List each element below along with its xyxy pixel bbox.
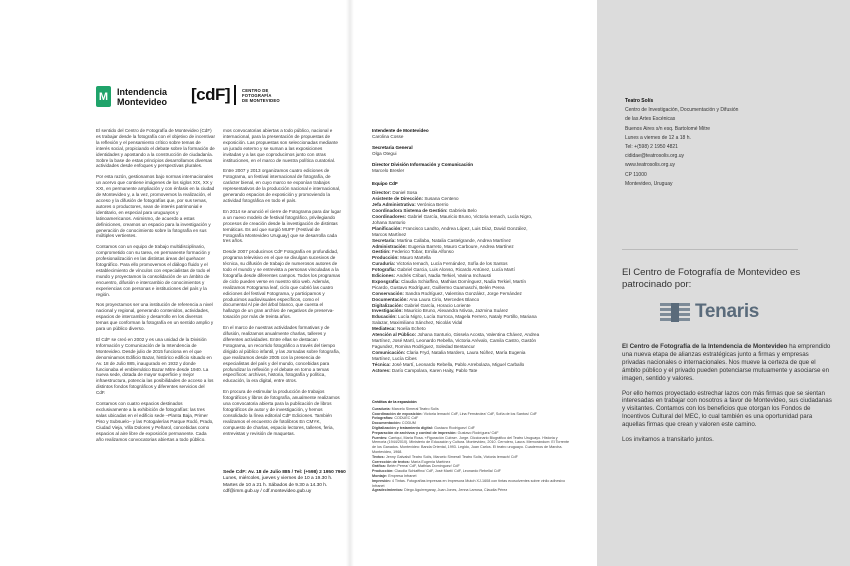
- sponsor-paragraph-3: Los invitamos a transitarlo juntos.: [622, 436, 714, 444]
- team-row-label: Coordinadora Sistema de Gestión:: [372, 208, 449, 214]
- body-column-1: [96, 128, 215, 447]
- sponsor-paragraph-1-bold: El Centro de Fotografía de la Intendencia de Montevideo: [622, 343, 788, 350]
- team-row-label: Administración:: [372, 243, 409, 249]
- team-row-value: Gabriela Belo: [448, 208, 477, 214]
- team-row-label: Atención al Público:: [372, 332, 418, 338]
- sponsor-paragraph-1: [622, 343, 832, 383]
- exhibition-credit-row-label: Impresión:: [372, 478, 392, 483]
- credit-label: Director División Información y Comunicación: [372, 161, 474, 167]
- team-row-label: Mediateca:: [372, 326, 398, 332]
- credit-label: Intendente de Montevideo: [372, 128, 429, 133]
- team-row-label: Ediciones:: [372, 273, 397, 279]
- team-row-label: Producción:: [372, 255, 401, 261]
- intendencia-logo-line1: Intendencia: [117, 86, 168, 97]
- paragraph: Contamos con cuatro espacios destinados exclusivamente a la exhibición de fotografías: las tres salas ubicadas en el edificio sede –Planta Baja, Primer Piso y Subsuelo– y las Fotogalerías Parque Rodó, Prado, Ciudad Vieja, Villa Dolores y Peñarol, concebidas como espacios al aire libre de exposición permanente. Cada año realizamos convocatorias abiertas a todo público.: [96, 401, 214, 442]
- exhibition-credit-row-label: Coordinación de exposición:: [372, 411, 424, 416]
- exhibition-credits: [372, 400, 572, 493]
- team-row-label: Exposgrafía:: [372, 278, 402, 284]
- paragraph: Entre 2007 y 2013 organizamos cuatro ediciones de Fotograma, un festival internacional de fotografía, de carácter bienal, en cuyo marco se exponían trabajos representativos de la producción nacional e internacional, generando espacios de exposición y promoviendo la actividad fotográfica en todo el país.: [223, 168, 341, 203]
- team-row-value: Gabriel García, Horacio Loriente: [404, 302, 471, 308]
- contact-hours-1: Lunes, miércoles, jueves y viernes de 10 a 19.30 h.: [223, 476, 333, 482]
- credit-name: Carolina Cosse: [372, 133, 404, 139]
- intendencia-mark-icon: M: [96, 86, 111, 107]
- cdf-logo-line3: DE MONTEVIDEO: [242, 97, 280, 103]
- team-row-label: Actores:: [372, 367, 392, 373]
- exhibition-credit-row: [372, 436, 572, 455]
- exhibition-credits-heading: Créditos de la exposición: [372, 400, 417, 404]
- exhibition-credit-row-value: CODUEC CdF: [394, 416, 419, 421]
- exhibition-credit-row-value: Empresa Infranet: [388, 473, 417, 478]
- team-row: [372, 214, 542, 226]
- teatro-line: Tel: +(598) 2 1950 4821: [625, 144, 678, 151]
- teatro-line: Lunes a viernes de 12 a 18 h.: [625, 134, 691, 141]
- exhibition-credit-row-value: Claudia Schiaffino/ CdF, José Martí/ CdF, Leonardo Rebella/ CdF: [394, 469, 501, 474]
- exhibition-credit-row-label: Digitalización y tratamiento digital:: [372, 425, 435, 430]
- team-row-value: Noelia Echeto: [397, 326, 426, 332]
- team-row: [372, 314, 542, 326]
- teatro-line: Montevideo, Uruguay: [625, 180, 673, 187]
- team-row: [372, 279, 542, 291]
- team-row: [372, 332, 542, 350]
- team-row-value: Gabriel García, Mauricio Bruno, Victoria Iemach, Lucía Nigro, Johana Santurio: [372, 213, 533, 225]
- paragraph: Nos proyectamos ser una institución de referencia a nivel nacional y regional, generando contenidos, actividades, espacios de intercambio y desarrollo en los diversos temas que conforman la fotografía en un sentido amplio y para un público diverso.: [96, 302, 214, 332]
- teatro-line: CP 11000: [625, 171, 647, 178]
- exhibition-credit-row-label: Agradecimientos:: [372, 488, 405, 493]
- team-row-label: Coordinadores:: [372, 213, 408, 219]
- team-row-label: Asistente de Dirección:: [372, 196, 425, 202]
- team-row-value: Federico Tobar, Emilia Alfonso: [391, 249, 454, 255]
- paragraph: El sentido del Centro de Fotografía de Montevideo (CdF) es trabajar desde la fotografía con el objetivo de incentivar la reflexión y el pensamiento crítico sobre temas de interés social, propiciando el debate sobre la formación de identidades y apostando a la construcción de ciudadanía. Sobre la base de estas principios desarrollamos diversas actividades desde enfoques y perspectivas plurales.: [96, 128, 216, 169]
- cdf-logo-divider: [234, 85, 236, 105]
- team-row-label: Jefa Administrativa:: [372, 202, 418, 208]
- paragraph: mos convocatorias abiertas a todo público, nacional e internacional, para la presentación de propuestas de exposición. Las propuestas son seleccionadas mediante un jurado externo y se suman a las exposiciones invitadas y a las que coproducimos junto con otras instituciones, en el marco de nuestra política curatorial.: [223, 128, 338, 163]
- paragraph: Desde 2007 producimos CdF Fotografía en profundidad, programa televisivo en el que se divulgan sucesivos de técnica, su difusión de trabajo de numerosos autores de todo el mundo y se entrevista a personas vinculadas a la fotografía desde diferentes campos. Todos los programas de ciclo pueden verse en nuestro sitio web. Además, realizamos Fotograma leaf, ciclo que cubrió las cuatro ediciones del festival Fotograma, y participamos y producimos audiovisuales específicos, como el documental Al pie del árbol blanco, que cuenta el hallazgo de un gran archivo de negativos de preserva-tosación por más de treinta años.: [223, 249, 341, 320]
- team-list: [372, 190, 542, 373]
- cdf-mark-icon: [cdF]: [191, 85, 231, 104]
- exhibition-credit-row-value: Gustavo Rodríguez/ CdF: [457, 430, 499, 435]
- team-row-label: Director:: [372, 190, 393, 196]
- exhibition-credit-row-label: Curaduría:: [372, 406, 392, 411]
- contact-email-web: cdf@imm.gub.uy / cdf.montevideo.gub.uy: [223, 489, 312, 495]
- exhibition-credit-row-label: Corrección de textos:: [372, 459, 411, 464]
- team-row-value: Eugenia Barreto, Mauro Carboure, Andrea Martínez: [408, 243, 514, 249]
- intendencia-logo-line2: Montevideo: [117, 96, 168, 107]
- credit-name: Olga Otegui: [372, 150, 397, 156]
- team-row-value: Lucía Nigro, Lucía Surroca, Magela Ferrero, Nataly Portillo, Mariana Salazar, Maximiliano Sánchez, Nicolás Vidal: [372, 314, 537, 326]
- team-row: [372, 350, 542, 362]
- team-row-label: Conservación:: [372, 290, 406, 296]
- tenaris-logo: [660, 301, 759, 323]
- paragraph: Contamos con un equipo de trabajo multidisciplinario, comprometido con su tarea, en permanente formación y profesionalización en las distintas áreas del quehacer fotográfico. Para ello promovemos el diálogo fluido y el establecimiento de vínculos con especialistas de todo el mundo y proyectamos la consolidación de un ámbito de encuentro, difusión e intercambio de conocimientos y experiencias con personas e instituciones del país y la región.: [96, 244, 211, 297]
- contact-address: Sede CdF: Av. 18 de Julio 885 / Tel: (+598) 2 1950 7960: [223, 470, 346, 475]
- exhibition-credit-row-label: Documentación:: [372, 421, 402, 426]
- exhibition-credit-row-value: Jenny Galvalsi/ Teatro Solís, Marcelo Simeral/ Teatro Solís, Victoria Iemach/ CdF: [385, 454, 518, 459]
- teatro-title: Teatro Solís: [625, 98, 654, 104]
- exhibition-credit-row-value: CODUM: [401, 421, 416, 426]
- body-column-2: [223, 128, 341, 442]
- sponsor-paragraph-1-rest: ha emprendido una nueva etapa de alianzas estratégicas junto a firmas y empresas privadas nacionales o internacionales. Nos mueve la certeza de que el ámbito público y el privado pueden potenciarse mutuamente y asociarse en imagen, sentido y valores.: [622, 343, 831, 382]
- tenaris-wordmark: Tenaris: [695, 301, 760, 322]
- team-row-value: Johana Santurio, Gissela Acosta, Valentina Chávez, Andrea Martínez, José Martí, Leonardo Rebella, Victoria Arévalo, Camila Castro, Gastón Fagundez, Romina Rodríguez, Soledad Bentancur: [372, 332, 540, 349]
- exhibition-credit-row-label: Producción:: [372, 469, 395, 474]
- team-row-value: Susana Centeno: [424, 196, 459, 202]
- tenaris-logo-icon: [660, 303, 690, 322]
- team-row-label: Educación:: [372, 314, 399, 320]
- paragraph: El CdF se creó en 2002 y es una unidad de la División Información y Comunicación de la Intendencia de Montevideo. Desde julio de 2015 funciona en el que denominamos Edificio Bazar, histórico edificio situado en Av. 18 de Julio 885, inaugurado en 1932 y donde funcionaba el emblemático Bazar Mitre desde 1940. La nueva sede, dotada de mayor superficie y mejor infraestructura, potencia las posibilidades de acceso a los distintos fondos fotográficos y diferentes servicios del CdF.: [96, 337, 214, 396]
- team-row-value: Claria Fryd, Natalia Mardero, Laura Núñez, María Eugenia Martínez, Lucía Cibes: [372, 349, 526, 361]
- team-row-value: Andrés Cribari, Nadia Terkiel, Vanina Inchausti: [396, 273, 492, 279]
- team-row-value: Gabriel Garcia, Luis Alonso, Ricardo Antúnez, Lucía Martí: [397, 267, 515, 273]
- exhibition-credit-row-label: Fuentes:: [372, 435, 389, 440]
- exhibition-credit-row-value: Belén Perea/ CdF, Mathias Domínguez/ CdF: [386, 464, 460, 469]
- sponsor-paragraph-2: Por ello hemos proyectado estrechar lazos con más firmas que se sientan interesadas en trabajar con nosotros a favor de Montevideo, sus ciudadanas y visitantes. Contamos con los beneficios que otorgan los Fondos de Incentivos Cultural del MEC, lo cual también es una oportunidad para aquellas firmas que crean y valoren este camino.: [622, 389, 832, 429]
- contact-hours-2: Martes de 10 a 21 h. Sábados de 9.30 a 14.30 h.: [223, 482, 328, 488]
- paragraph: En el marco de nuestras actividades formativas y de difusión, realizamos anualmente charlas, talleres y diferentes actividades. Entre ellas se destacan Fotograma, un recorrido fotográfico a través del tiempo dirigido al público infantil, y las Jornadas sobre fotografía, que realizamos desde 2005 con la presencia de especialistas del país y del mundo, concebidas para profundizar la reflexión y el debate en torno a temas específicos: archivos, historia, fotografía y política, educación, la era digital, entre otros.: [223, 325, 340, 384]
- team-row: [372, 368, 542, 374]
- sponsor-text: [622, 343, 832, 451]
- cdf-logo-line1: CENTRO DE: [242, 87, 269, 93]
- credit-name: Marcelo Bresler: [372, 167, 405, 173]
- team-row-value: Mauro Martella: [400, 255, 431, 261]
- exhibition-credit-row-label: Textos:: [372, 454, 386, 459]
- team-row-value: Daniel Sosa: [392, 190, 418, 196]
- exhibition-credit-row-label: Fotografías:: [372, 416, 395, 421]
- teatro-line: www.teatrosolis.org.uy: [625, 162, 676, 169]
- exhibition-credit-row-value: Gustavo Rodríguez/ CdF: [434, 425, 475, 430]
- team-row-value: Victoria Iemach, Lucía Fernández, Sofía de los Santos: [396, 261, 508, 267]
- team-row-value: Sandra Rodríguez, Valentina González, Jorge Fernández: [405, 290, 522, 296]
- cdf-logo-line2: FOTOGRAFÍA: [242, 92, 272, 98]
- cdf-logo: [191, 85, 280, 105]
- team-row-label: Curaduría:: [372, 261, 397, 267]
- exhibition-credit-row-label: Preparación de archivos y control de impresión:: [372, 430, 458, 435]
- credit-label: Secretaria General: [372, 144, 413, 150]
- team-row-value: José Martí, Leonardo Rebella, Pablo Arrebolaza, Miguel Carballo: [391, 361, 525, 367]
- exhibition-credit-row-label: Gráfica:: [372, 464, 387, 469]
- team-row-label: Técnica:: [372, 361, 392, 367]
- team-row-label: Comunicación:: [372, 349, 407, 355]
- team-row-value: Mauricio Bruno, Alexandra Nóvoa, Jazmina Suárez: [404, 308, 509, 314]
- team-row-value: Claudia Schiaffino, Mathias Domínguez, Nadia Terkiel, Martín Picardo, Gustavo Rodríguez, Guillermo Guarnaschi, Belén Perea: [372, 278, 527, 290]
- teatro-line: cididae@teatrosolis.org.uy: [625, 153, 684, 160]
- team-row-label: Gestión:: [372, 249, 392, 255]
- team-row-value: Ana Laura Cirio, Mercedes Blanco: [409, 296, 480, 302]
- exhibition-credit-row-value: María Eugenia Martínez: [410, 459, 451, 464]
- teatro-line: Buenos Aires s/n esq. Bartolomé Mitre: [625, 125, 711, 132]
- exhibition-credit-row: [372, 479, 572, 489]
- paragraph: Por esta razón, gestionamos bajo normas internacionales un acervo que contiene imágenes de los siglos XIX, XX y XXI, en permanente ampliación y con énfasis en la ciudad de Montevideo y, a la vez, promovemos la realización, el acceso y la difusión de fotografías que, por sus temas, autores o productores, sean de interés patrimonial e identitario, en especial para uruguayos y latinoamericanos. Asimismo, de acuerdo a estas definiciones, creamos un espacio para la investigación y generación de conocimiento sobre la fotografía en sus múltiples vertientes.: [96, 174, 215, 239]
- exhibition-credit-row-label: Montaje:: [372, 473, 389, 478]
- teatro-solis-info: [625, 97, 825, 189]
- exhibition-credits-list: [372, 407, 572, 493]
- team-row: [372, 226, 542, 238]
- exhibition-credit-row-value: Victoria Iemach/ CdF, Lina Fernández/ CdF, Sofía de los Santos/ CdF: [423, 411, 537, 416]
- exhibition-credit-row-value: 4 Tintas. Fotografías impresas en Impresora Mutoh XJ-1608 con tintas ecosolventes sobre vinilo adhesivo Infranet: [372, 478, 566, 488]
- team-row-label: Documentación:: [372, 296, 410, 302]
- paragraph: En procura de estimular la producción de trabajos fotográficos y libros de fotografía, anualmente realizamos una convocatoria abierta para la publicación de libros fotográficos de autor y de investigación, y hemos consolidado la línea editorial CdF Ediciones. También realizamos el encuentro de fotolibros En CMYK, compuesto de charlas, espacio lectores, talleres, feria, entrevistas y revisión de maquetas.: [223, 389, 340, 436]
- team-row-label: Secretaría:: [372, 237, 398, 243]
- exhibition-credit-row: [372, 488, 572, 493]
- teatro-line: Centro de Investigación, Documentación y Difusión: [625, 107, 739, 114]
- team-row-value: Francisco Landro, Andrea López, Luis Díaz, David González, Marcos Martínez: [372, 225, 528, 237]
- cdf-contact-info: [223, 470, 348, 496]
- sponsor-heading: El Centro de Fotografía de Montevideo es patrocinado por:: [622, 267, 801, 290]
- teatro-line: de las Artes Escénicas: [625, 116, 676, 123]
- intendencia-logo: [96, 86, 167, 107]
- team-row-label: Digitalización:: [372, 302, 405, 308]
- paragraph: En 2014 se anunció el cierre de Fotograma para dar lugar a un nuevo modelo de festival fotográfico, privilegiando procesos de creación desde la investigación de distintas temáticas. Es así que surgió MUFF (Festival de Fotografía Montevideo Uruguay) que se desarrolla cada tres años.: [223, 208, 341, 244]
- team-row-value: Martina Callaba, Natalia Castelgrande, Andrea Martínez: [397, 237, 511, 243]
- exhibition-credit-row-value: Marcelo Simeral Teatro Solís: [391, 406, 439, 411]
- team-row-label: Investigación:: [372, 308, 405, 314]
- exhibition-credit-row-value: Carriquí, María Rosa. «Figuración Cubra». Jorge. Diccionario Biográfico del Teatro Uruguayo. Historia y Memoria (1944/2010). Ministerio de Educación y Cultura. Montevideo, 2010. Cerrolero, Laura. Memorándum: El Torrente de los Ganados. Montevideo: Banda Oriental, 1993. Legido, Juan Carlos. El teatro uruguayo. Cuadernos de Marcha. Montevideo, 1968.: [372, 435, 570, 454]
- team-row-label: Fotografía:: [372, 267, 398, 273]
- exhibition-credit-row-value: Diego Aguirregaray, Juan Jones, Jenna Larrosa, Claudia Pérez: [404, 488, 508, 493]
- team-heading: Equipo CdF: [372, 181, 398, 187]
- team-row-value: Darío Campolara, Karen Haity, Pablo Tate: [391, 367, 478, 373]
- team-row-label: Planificación:: [372, 225, 404, 231]
- section-divider: [622, 249, 798, 250]
- team-row-value: Verónica Berrio: [417, 202, 449, 208]
- institutional-credits: [372, 128, 542, 378]
